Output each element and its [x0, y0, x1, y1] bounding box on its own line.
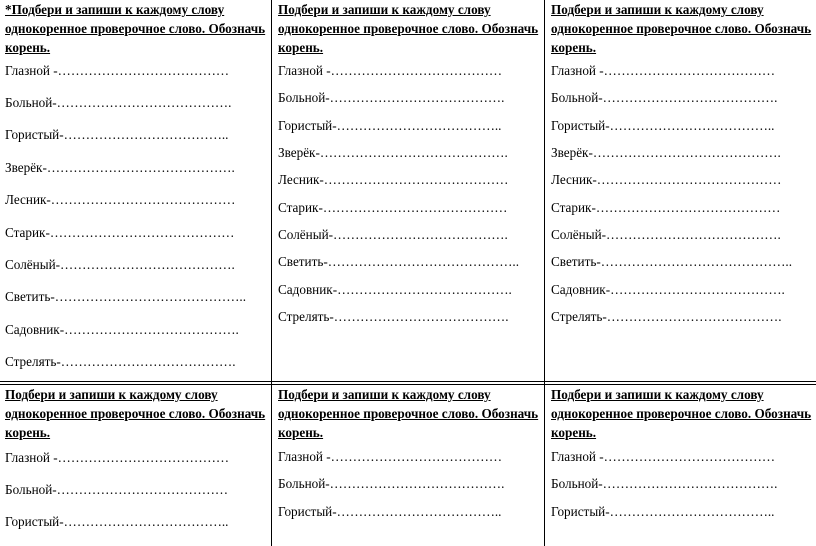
- word-line: Светить-……………………………………..: [5, 289, 247, 304]
- exercise-heading: Подбери и запиши к каждому слову однокоренное проверочное слово. Обозначь корень.: [278, 2, 539, 56]
- word-line: Глазной -…………………………………: [278, 63, 503, 78]
- word-line: Стрелять-………………………………….: [278, 309, 509, 324]
- word-line: Глазной -…………………………………: [278, 449, 503, 464]
- exercise-heading: Подбери и запиши к каждому слову однокоренное проверочное слово. Обозначь корень.: [278, 387, 539, 441]
- word-line: Больной-…………………………………: [5, 482, 229, 497]
- row-divider: [0, 381, 816, 382]
- word-line: Светить-……………………………………..: [551, 254, 793, 269]
- exercise-cell: [273, 0, 544, 381]
- word-line: Солёный-………………………………….: [278, 227, 508, 242]
- exercise-cell: [0, 0, 271, 381]
- word-line: Светить-……………………………………..: [278, 254, 520, 269]
- exercise-cell: [273, 385, 544, 546]
- word-line: Больной-………………………………….: [5, 95, 232, 110]
- word-line: Садовник-………………………………….: [278, 282, 512, 297]
- word-line: Старик-……………………………………: [551, 200, 781, 215]
- word-line: Солёный-………………………………….: [551, 227, 781, 242]
- word-line: Глазной -…………………………………: [551, 63, 776, 78]
- word-line: Больной-………………………………….: [551, 90, 778, 105]
- column-divider: [544, 0, 545, 546]
- exercise-heading: *Подбери и запиши к каждому слову однокоренное проверочное слово. Обозначь корень.: [5, 2, 266, 56]
- word-line: Старик-……………………………………: [5, 225, 235, 240]
- exercise-heading: Подбери и запиши к каждому слову однокоренное проверочное слово. Обозначь корень.: [551, 387, 812, 441]
- word-line: Зверёк-…………………………………….: [5, 160, 235, 175]
- word-line: Больной-………………………………….: [278, 90, 505, 105]
- word-line: Солёный-………………………………….: [5, 257, 235, 272]
- word-line: Больной-………………………………….: [551, 476, 778, 491]
- word-line: Глазной -…………………………………: [551, 449, 776, 464]
- word-line: Больной-………………………………….: [278, 476, 505, 491]
- word-line: Гористый-………………………………..: [5, 514, 229, 529]
- word-line: Лесник-……………………………………: [5, 192, 236, 207]
- word-line: Глазной -…………………………………: [5, 63, 230, 78]
- word-line: Гористый-………………………………..: [278, 118, 502, 133]
- word-line: Садовник-………………………………….: [551, 282, 785, 297]
- word-line: Стрелять-………………………………….: [551, 309, 782, 324]
- word-line: Лесник-……………………………………: [551, 172, 782, 187]
- column-divider: [271, 0, 272, 546]
- exercise-cell: [546, 0, 816, 381]
- word-line: Стрелять-………………………………….: [5, 354, 236, 369]
- word-line: Садовник-………………………………….: [5, 322, 239, 337]
- word-line: Старик-……………………………………: [278, 200, 508, 215]
- word-line: Глазной -…………………………………: [5, 450, 230, 465]
- exercise-cell: [0, 385, 271, 546]
- exercise-cell: [546, 385, 816, 546]
- word-line: Гористый-………………………………..: [278, 504, 502, 519]
- word-line: Гористый-………………………………..: [5, 127, 229, 142]
- exercise-heading: Подбери и запиши к каждому слову однокоренное проверочное слово. Обозначь корень.: [5, 387, 266, 441]
- word-line: Зверёк-…………………………………….: [278, 145, 508, 160]
- exercise-heading: Подбери и запиши к каждому слову однокоренное проверочное слово. Обозначь корень.: [551, 2, 812, 56]
- word-line: Гористый-………………………………..: [551, 504, 775, 519]
- word-line: Гористый-………………………………..: [551, 118, 775, 133]
- word-line: Зверёк-…………………………………….: [551, 145, 781, 160]
- word-line: Лесник-……………………………………: [278, 172, 509, 187]
